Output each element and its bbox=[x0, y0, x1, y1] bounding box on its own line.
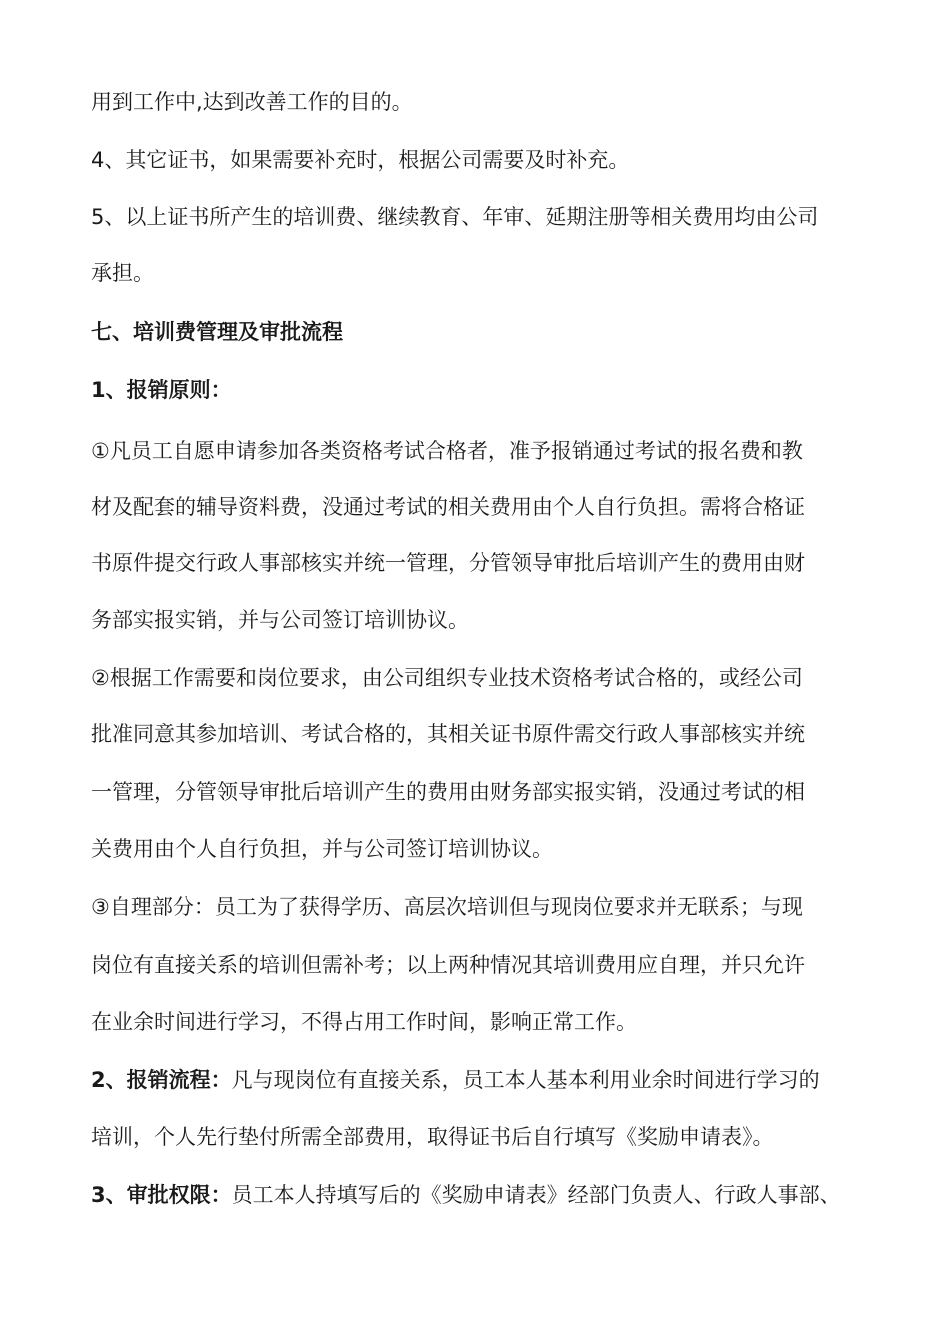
line-text: 用到工作中,达到改善工作的目的。 bbox=[91, 90, 413, 114]
inline-heading: 3、审批权限： bbox=[91, 1183, 232, 1207]
section-heading bbox=[91, 318, 871, 346]
line-text: 5、以上证书所产生的培训费、继续教育、年审、延期注册等相关费用均由公司 bbox=[91, 205, 819, 229]
inline-heading: 2、报销流程： bbox=[91, 1068, 232, 1092]
body-line bbox=[91, 606, 871, 634]
body-line bbox=[91, 259, 871, 287]
body-line bbox=[91, 146, 871, 174]
line-text: 岗位有直接关系的培训但需补考；以上两种情况其培训费用应自理，并只允许 bbox=[91, 953, 805, 977]
line-text: 批准同意其参加培训、考试合格的，其相关证书原件需交行政人事部核实并统 bbox=[91, 722, 805, 746]
line-text: ③自理部分：员工为了获得学历、高层次培训但与现岗位要求并无联系；与现 bbox=[91, 895, 803, 919]
body-line bbox=[91, 778, 871, 806]
subsection-heading bbox=[91, 376, 871, 404]
line-text: 员工本人持填写后的《奖励申请表》经部门负责人、行政人事部、 bbox=[231, 1183, 841, 1207]
line-text: 材及配套的辅导资料费，没通过考试的相关费用由个人自行负担。需将合格证 bbox=[91, 495, 805, 519]
body-line bbox=[91, 951, 871, 979]
subsection-heading-text: 1、报销原则： bbox=[91, 378, 232, 402]
line-text: ②根据工作需要和岗位要求，由公司组织专业技术资格考试合格的，或经公司 bbox=[91, 666, 803, 690]
line-text: 一管理，分管领导审批后培训产生的费用由财务部实报实销，没通过考试的相 bbox=[91, 780, 805, 804]
line-text: 培训，个人先行垫付所需全部费用，取得证书后自行填写《奖励申请表》。 bbox=[91, 1125, 774, 1149]
line-text: 关费用由个人自行负担，并与公司签订培训协议。 bbox=[91, 837, 553, 861]
line-text: 承担。 bbox=[91, 261, 154, 285]
body-line bbox=[91, 1123, 871, 1151]
body-line bbox=[91, 720, 871, 748]
body-line bbox=[91, 549, 871, 577]
line-text: 4、其它证书，如果需要补充时，根据公司需要及时补充。 bbox=[91, 148, 630, 172]
body-line bbox=[91, 437, 871, 465]
body-line bbox=[91, 203, 871, 231]
section-heading-text: 七、培训费管理及审批流程 bbox=[91, 320, 343, 344]
body-line bbox=[91, 88, 871, 116]
body-line bbox=[91, 1181, 871, 1209]
body-line bbox=[91, 664, 871, 692]
body-line bbox=[91, 835, 871, 863]
line-text: 书原件提交行政人事部核实并统一管理，分管领导审批后培训产生的费用由财 bbox=[91, 551, 805, 575]
line-text: ①凡员工自愿申请参加各类资格考试合格者，准予报销通过考试的报名费和教 bbox=[91, 439, 803, 463]
body-line bbox=[91, 493, 871, 521]
body-line bbox=[91, 893, 871, 921]
line-text: 在业余时间进行学习，不得占用工作时间，影响正常工作。 bbox=[91, 1010, 637, 1034]
body-line bbox=[91, 1008, 871, 1036]
line-text: 凡与现岗位有直接关系，员工本人基本利用业余时间进行学习的 bbox=[231, 1068, 820, 1092]
body-line bbox=[91, 1066, 871, 1094]
line-text: 务部实报实销，并与公司签订培训协议。 bbox=[91, 608, 469, 632]
